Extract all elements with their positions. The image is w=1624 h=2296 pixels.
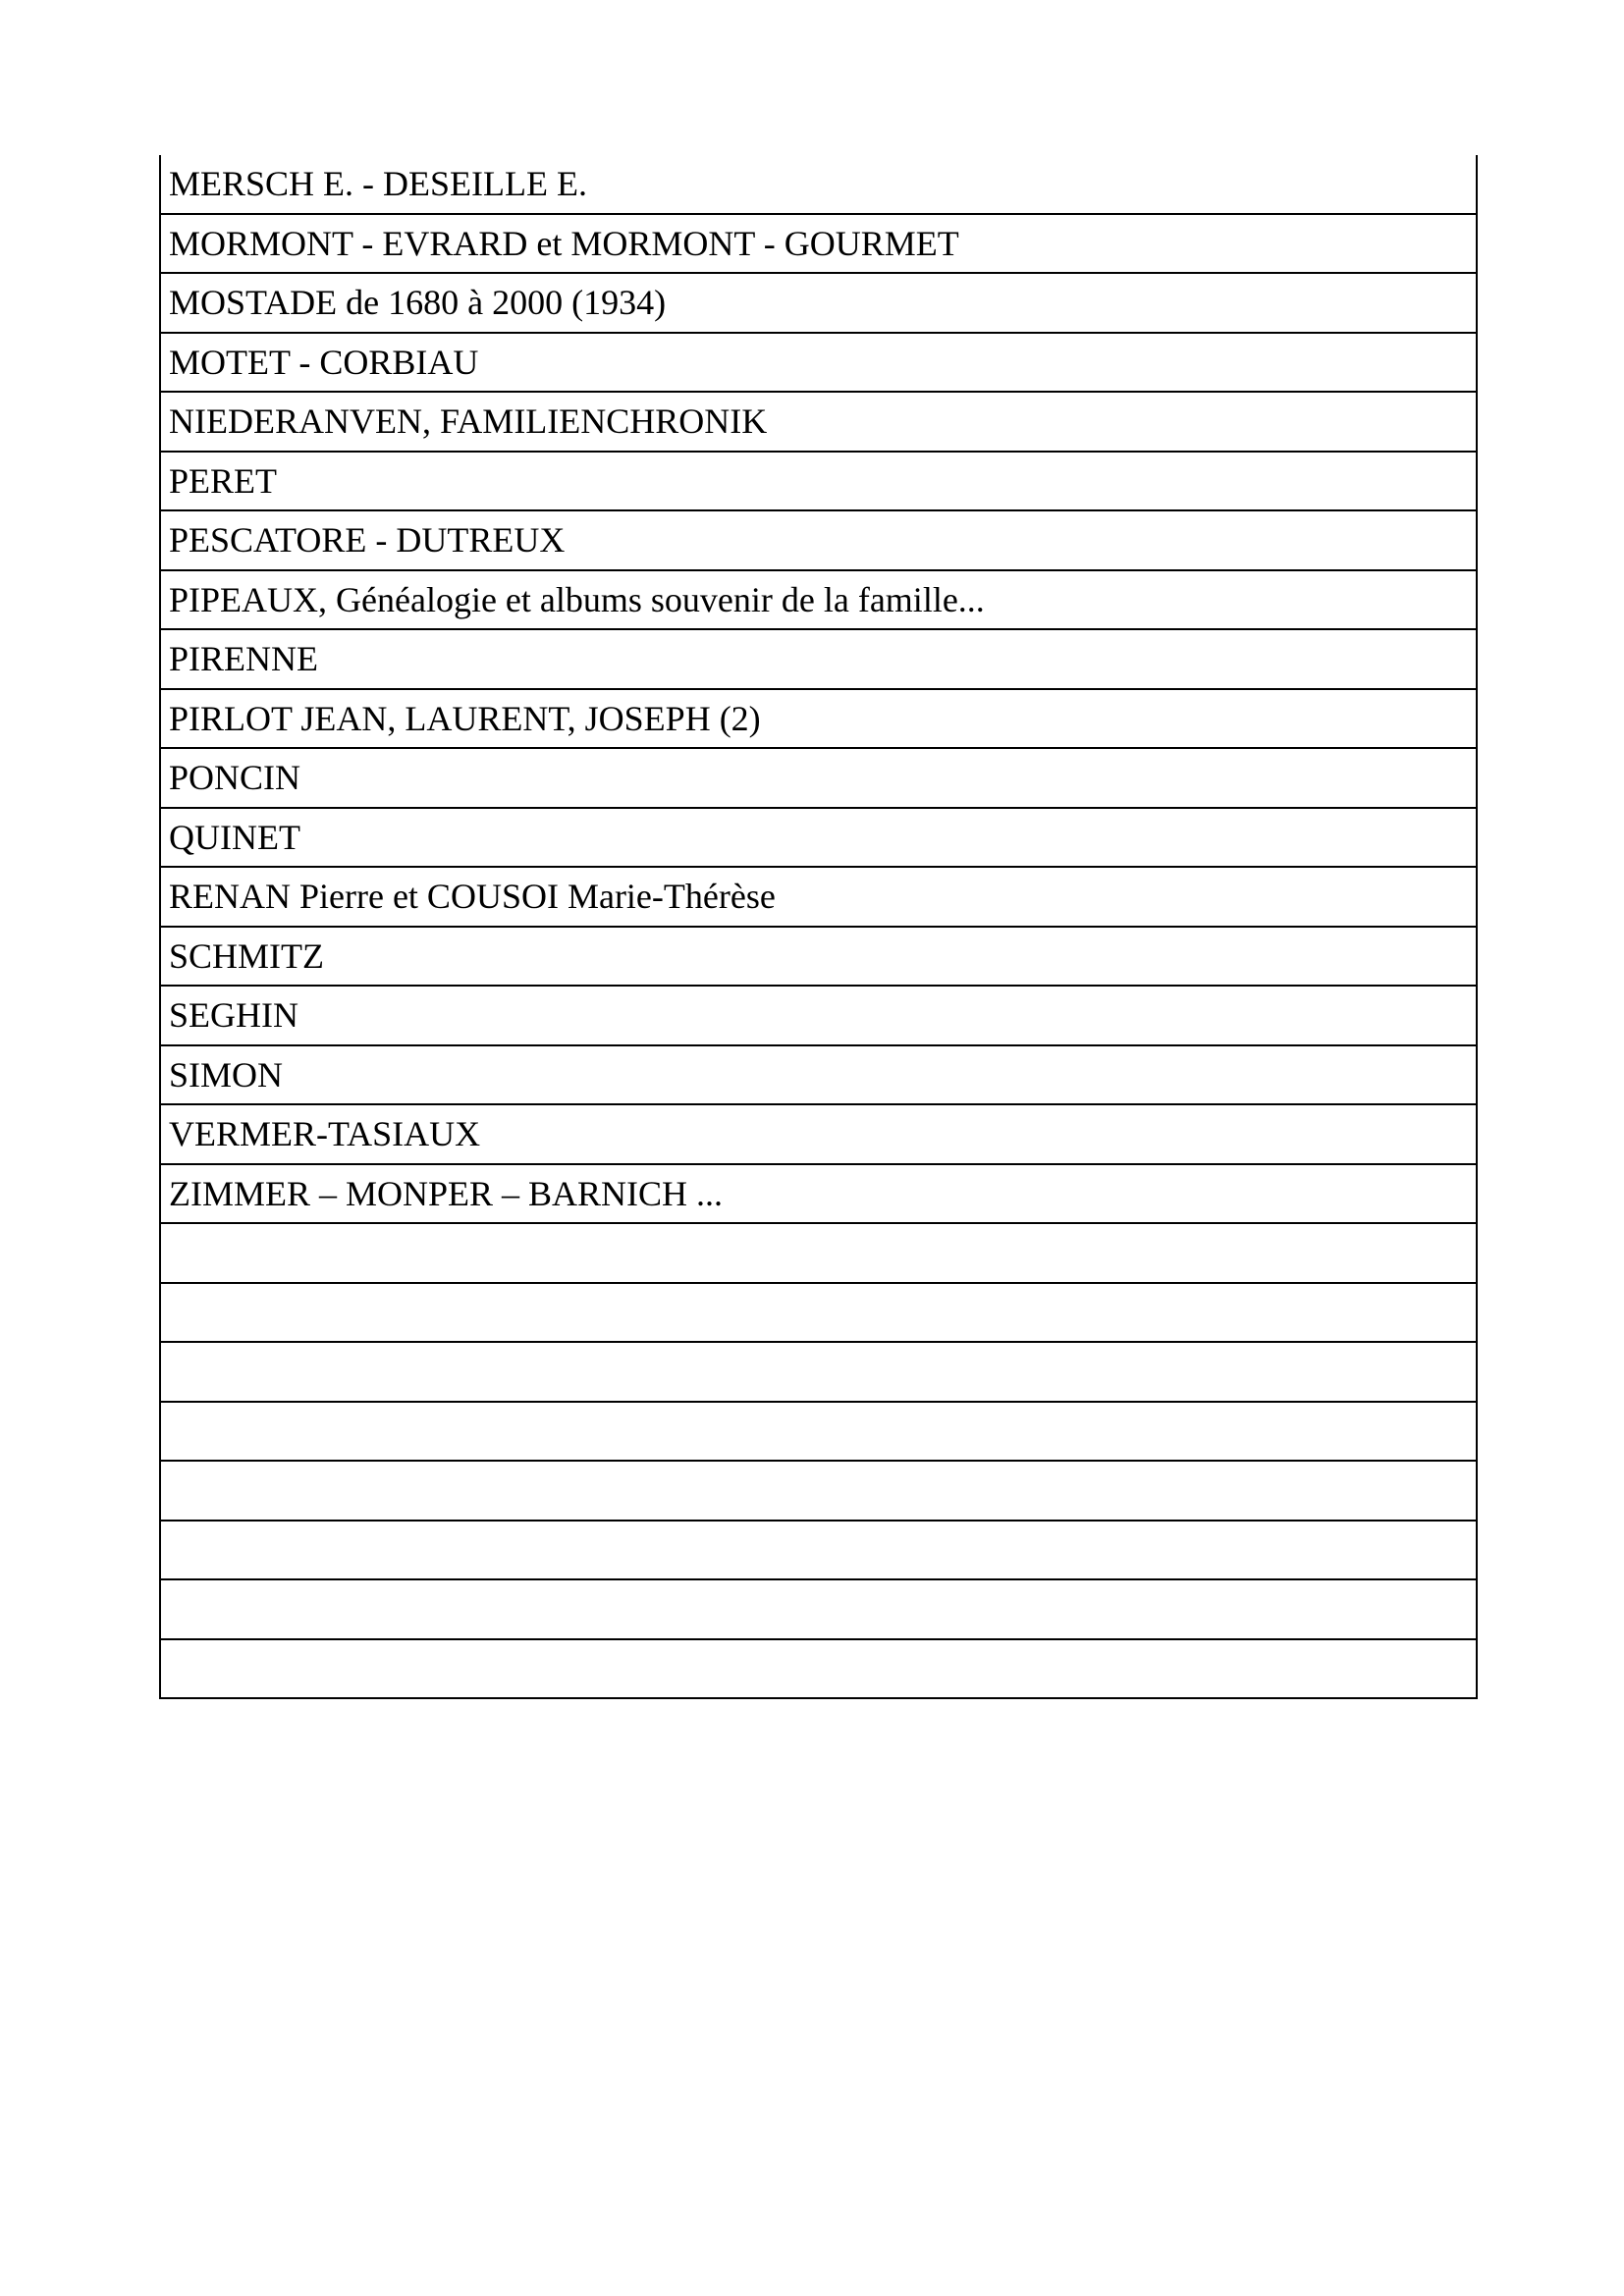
table-row (160, 748, 1477, 808)
table-row-empty (160, 1283, 1477, 1343)
table-cell: ZIMMER – MONPER – BARNICH ... (160, 1164, 1477, 1224)
table-cell: SCHMITZ (160, 927, 1477, 987)
table-row (160, 1104, 1477, 1164)
table-row (160, 570, 1477, 630)
table-row (160, 986, 1477, 1045)
table-cell: QUINET (160, 808, 1477, 868)
table-row-empty (160, 1579, 1477, 1639)
table-cell: PERET (160, 452, 1477, 511)
table-cell (160, 1639, 1477, 1699)
table-cell: PIRENNE (160, 629, 1477, 689)
table-row (160, 1164, 1477, 1224)
table-row (160, 452, 1477, 511)
table-row (160, 629, 1477, 689)
table-cell: MORMONT - EVRARD et MORMONT - GOURMET (160, 214, 1477, 274)
table-cell: PIPEAUX, Généalogie et albums souvenir de la famille... (160, 570, 1477, 630)
table-row (160, 155, 1477, 214)
table-row (160, 808, 1477, 868)
table-row (160, 510, 1477, 570)
table-row (160, 214, 1477, 274)
table-row-empty (160, 1639, 1477, 1699)
table-cell: SEGHIN (160, 986, 1477, 1045)
table-cell: RENAN Pierre et COUSOI Marie-Thérèse (160, 867, 1477, 927)
table-row-empty (160, 1342, 1477, 1402)
table-cell (160, 1342, 1477, 1402)
table-cell (160, 1402, 1477, 1462)
table-row-empty (160, 1521, 1477, 1580)
table-row (160, 1045, 1477, 1105)
table-cell (160, 1521, 1477, 1580)
table-row (160, 273, 1477, 333)
table-cell: MERSCH E. - DESEILLE E. (160, 155, 1477, 214)
table-row (160, 392, 1477, 452)
table-cell: SIMON (160, 1045, 1477, 1105)
table-cell (160, 1283, 1477, 1343)
table-cell: VERMER-TASIAUX (160, 1104, 1477, 1164)
table-row-empty (160, 1402, 1477, 1462)
table-cell: PESCATORE - DUTREUX (160, 510, 1477, 570)
table-cell: NIEDERANVEN, FAMILIENCHRONIK (160, 392, 1477, 452)
table-row-empty (160, 1461, 1477, 1521)
family-list-table (159, 155, 1478, 1699)
table-cell (160, 1223, 1477, 1283)
table-cell (160, 1579, 1477, 1639)
table-cell: MOTET - CORBIAU (160, 333, 1477, 393)
table-row (160, 689, 1477, 749)
table-row (160, 867, 1477, 927)
table-row (160, 927, 1477, 987)
table-cell (160, 1461, 1477, 1521)
table-row (160, 333, 1477, 393)
table-cell: PIRLOT JEAN, LAURENT, JOSEPH (2) (160, 689, 1477, 749)
table-cell: MOSTADE de 1680 à 2000 (1934) (160, 273, 1477, 333)
table-cell: PONCIN (160, 748, 1477, 808)
table-row-empty (160, 1223, 1477, 1283)
